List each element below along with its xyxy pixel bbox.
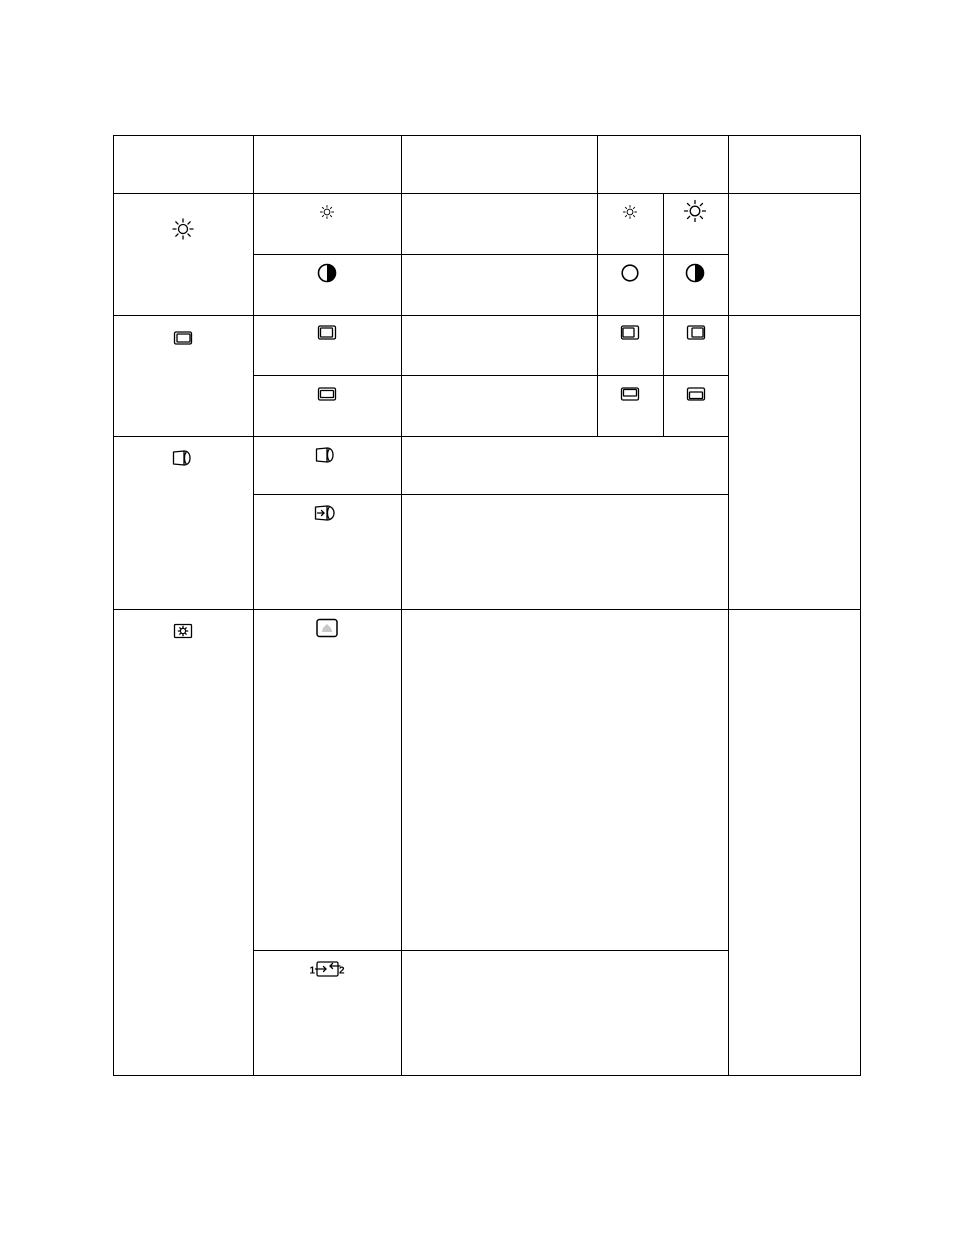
color-icon	[315, 617, 339, 639]
horizontal-position-icon	[316, 322, 338, 344]
circle-outline-icon	[619, 262, 641, 284]
svg-text:2: 2	[339, 965, 345, 977]
sun-small-icon	[319, 204, 335, 220]
contrast-icon	[684, 262, 706, 284]
vertical-position-icon	[316, 383, 338, 405]
auto-setup-icon	[314, 444, 336, 466]
position-icon	[172, 327, 194, 349]
horizontal-right-icon	[685, 322, 707, 344]
input-signal-icon	[309, 959, 347, 979]
horizontal-left-icon	[619, 322, 641, 344]
image-setup-icon	[171, 447, 193, 469]
vertical-down-icon	[685, 383, 707, 405]
svg-text:1: 1	[309, 965, 316, 977]
manual-setup-icon	[313, 502, 337, 524]
sun-small-icon	[622, 204, 638, 220]
sun-large-icon	[684, 200, 706, 222]
image-properties-icon	[172, 620, 194, 642]
vertical-up-icon	[619, 383, 641, 405]
sun-icon	[172, 218, 194, 240]
contrast-icon	[316, 262, 338, 284]
